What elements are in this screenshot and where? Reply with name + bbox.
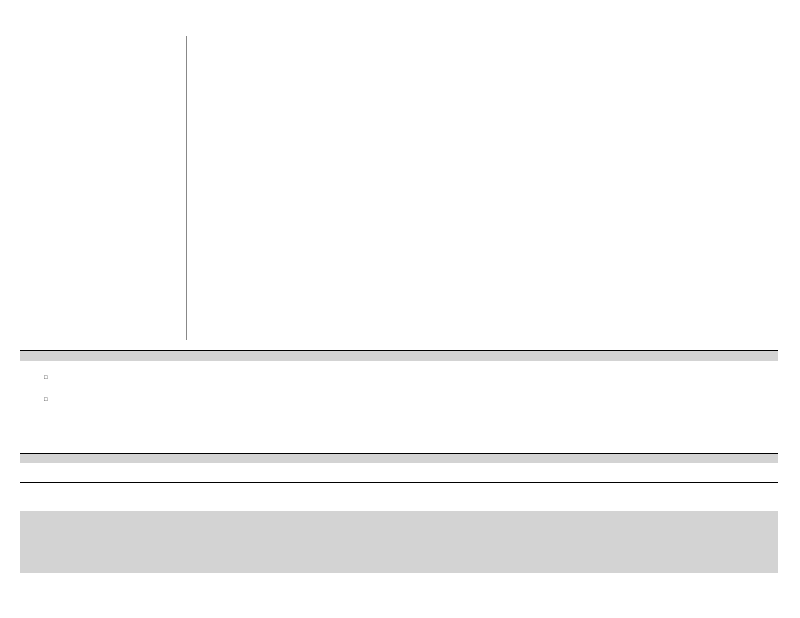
left-column-border — [186, 36, 187, 340]
standards-bar — [20, 454, 778, 463]
components-bar — [20, 351, 778, 361]
unit-items-bar — [20, 511, 778, 573]
bullet-icon: □ — [44, 375, 48, 381]
bullet-icon: □ — [44, 397, 48, 403]
components-top-rule — [20, 350, 778, 351]
standards-bottom-rule — [20, 482, 778, 483]
